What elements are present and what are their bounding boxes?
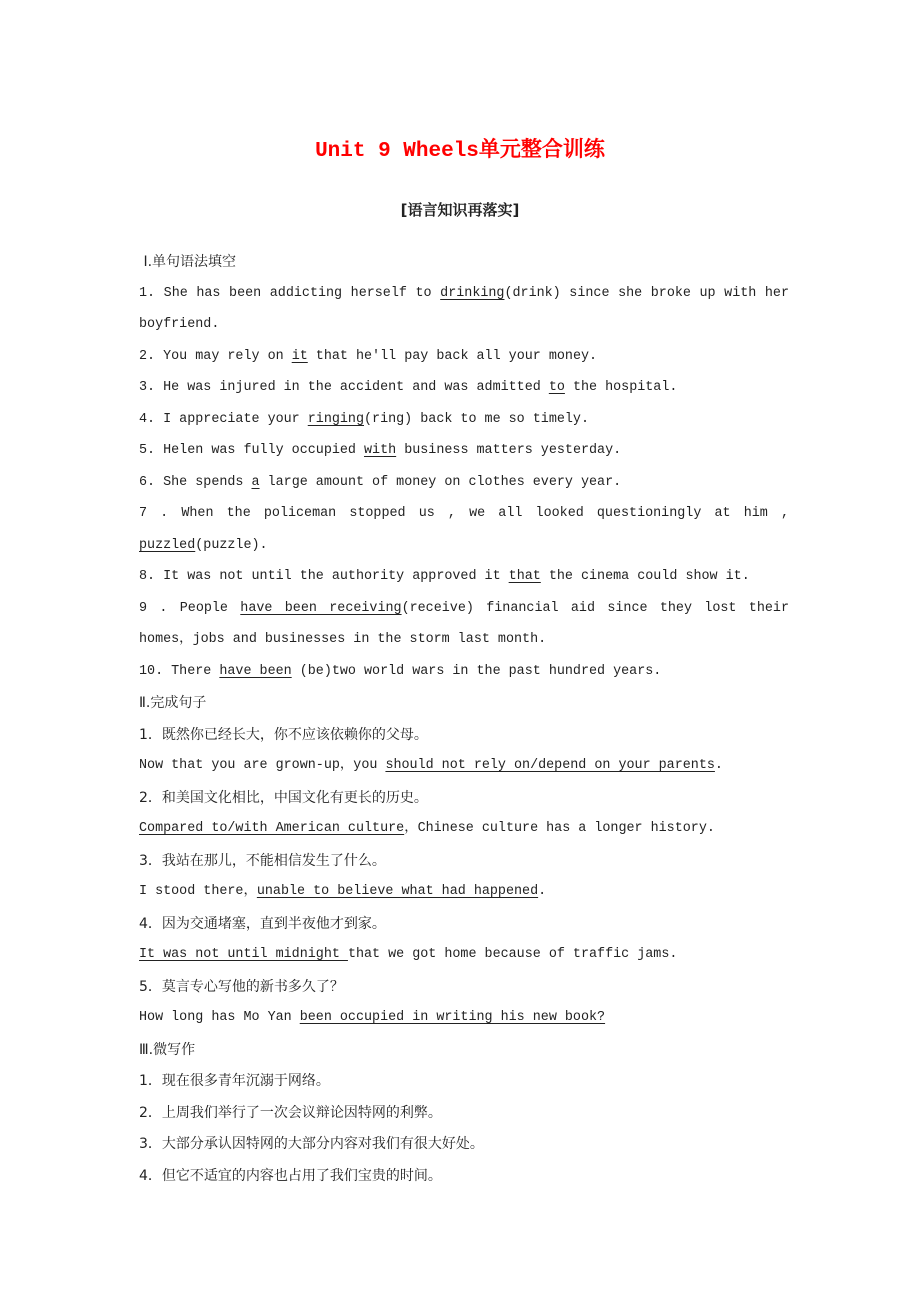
text-segment: 3. He was injured in the accident and was admitted [139, 380, 549, 395]
text-segment: 4．但它不适宜的内容也占用了我们宝贵的时间。 [139, 1167, 442, 1184]
text-segment: 4. I appreciate your [139, 411, 308, 427]
text-line [139, 536, 268, 556]
text-line [139, 977, 344, 999]
text-line [139, 347, 597, 367]
text-segment: ，Chinese culture has a longer history. [404, 821, 715, 836]
text-line [139, 693, 206, 715]
text-line [139, 378, 677, 398]
text-segment: 1．现在很多青年沉溺于网络。 [139, 1073, 330, 1089]
text-segment: 2. You may rely on [139, 348, 292, 364]
text-segment: 7 . When the policeman stopped us , we all looked questioningly at him , [139, 506, 789, 521]
text-line [139, 473, 621, 493]
text-segment: 4．因为交通堵塞，直到半夜他才到家。 [139, 915, 386, 932]
text-segment: 5. Helen was fully occupied [139, 443, 364, 458]
text-line [139, 662, 661, 682]
text-segment: 2．和美国文化相比，中国文化有更长的历史。 [139, 789, 428, 806]
text-segment: Ⅲ.微写作 [139, 1041, 196, 1058]
text-line [139, 567, 750, 587]
text-segment: homes，jobs and businesses in the storm last month. [139, 632, 547, 647]
answer-blank: that [508, 569, 541, 584]
answer-blank: puzzled [139, 537, 196, 553]
text-line [139, 756, 723, 776]
text-line [139, 284, 789, 304]
text-segment: 5．莫言专心写他的新书多久了？ [139, 978, 344, 995]
answer-blank: a [251, 474, 260, 490]
text-segment: the hospital. [564, 380, 678, 395]
answer-blank: with [364, 443, 397, 458]
text-segment: 9 . People [139, 600, 241, 616]
answer-blank: to [548, 380, 565, 395]
text-segment: 10. There [139, 663, 220, 679]
answer-blank: have been [219, 663, 292, 679]
text-segment: (drink) since she broke up with her [504, 285, 790, 301]
answer-blank: been occupied in writing his new book? [299, 1010, 606, 1025]
text-line [139, 1040, 195, 1062]
text-segment: I stood there， [139, 884, 257, 899]
answer-blank: have been receiving [240, 600, 402, 616]
text-segment: 6. She spends [139, 474, 252, 490]
text-line [139, 630, 546, 650]
answer-blank: It was not until midnight [139, 947, 348, 962]
text-line [139, 504, 789, 524]
text-line [139, 599, 789, 619]
text-segment: 2．上周我们举行了一次会议辩论因特网的利弊。 [139, 1104, 442, 1121]
text-segment: that we got home because of traffic jams. [347, 947, 678, 962]
text-segment: the cinema could show it. [540, 569, 750, 584]
text-line [139, 851, 386, 873]
text-line [139, 1071, 330, 1093]
answer-blank: ringing [307, 411, 364, 427]
text-segment: (be)two world wars in the past hundred years. [291, 663, 662, 679]
text-line [139, 315, 219, 335]
answer-blank: it [291, 348, 308, 364]
text-segment: boyfriend. [139, 317, 220, 332]
text-line [139, 410, 589, 430]
text-segment: How long has Mo Yan [139, 1010, 300, 1025]
text-segment: 3．我站在那儿，不能相信发生了什么。 [139, 852, 386, 869]
text-line [139, 882, 546, 902]
text-segment: 1．既然你已经长大，你不应该依赖你的父母。 [139, 726, 428, 743]
text-segment: (receive) financial aid since they lost their [401, 600, 789, 616]
text-segment: 8. It was not until the authority approved it [139, 569, 509, 584]
text-line [139, 819, 715, 839]
text-line [139, 945, 677, 965]
text-line [139, 441, 621, 461]
text-line [139, 914, 386, 936]
answer-blank: unable to believe what had happened [256, 884, 539, 899]
text-segment: . [538, 884, 547, 899]
text-segment: 3．大部分承认因特网的大部分内容对我们有很大好处。 [139, 1136, 484, 1152]
text-segment: 1. She has been addicting herself to [139, 285, 441, 301]
text-line [139, 1134, 484, 1156]
text-line [139, 1008, 605, 1028]
page-title: Unit 9 Wheels单元整合训练 [315, 140, 605, 163]
answer-blank: should not rely on/depend on your parents [385, 758, 715, 773]
text-segment: Now that you are grown-up，you [139, 758, 386, 773]
text-line [139, 788, 428, 810]
text-line [139, 725, 428, 747]
text-line [139, 1103, 442, 1125]
text-segment: (puzzle). [195, 537, 268, 553]
answer-blank: drinking [440, 285, 505, 301]
text-segment: Ⅱ.完成句子 [139, 695, 207, 711]
section-subtitle: [语言知识再落实] [400, 201, 520, 219]
text-line [139, 252, 236, 274]
text-segment: . [714, 758, 723, 773]
text-segment: (ring) back to me so timely. [364, 411, 589, 427]
answer-blank: Compared to/with American culture [139, 821, 405, 836]
text-segment: Ⅰ.单句语法填空 [139, 254, 237, 270]
text-segment: business matters yesterday. [396, 443, 622, 458]
text-line [139, 1166, 442, 1188]
text-segment: large amount of money on clothes every year. [259, 474, 622, 490]
text-segment: that he'll pay back all your money. [307, 348, 598, 364]
